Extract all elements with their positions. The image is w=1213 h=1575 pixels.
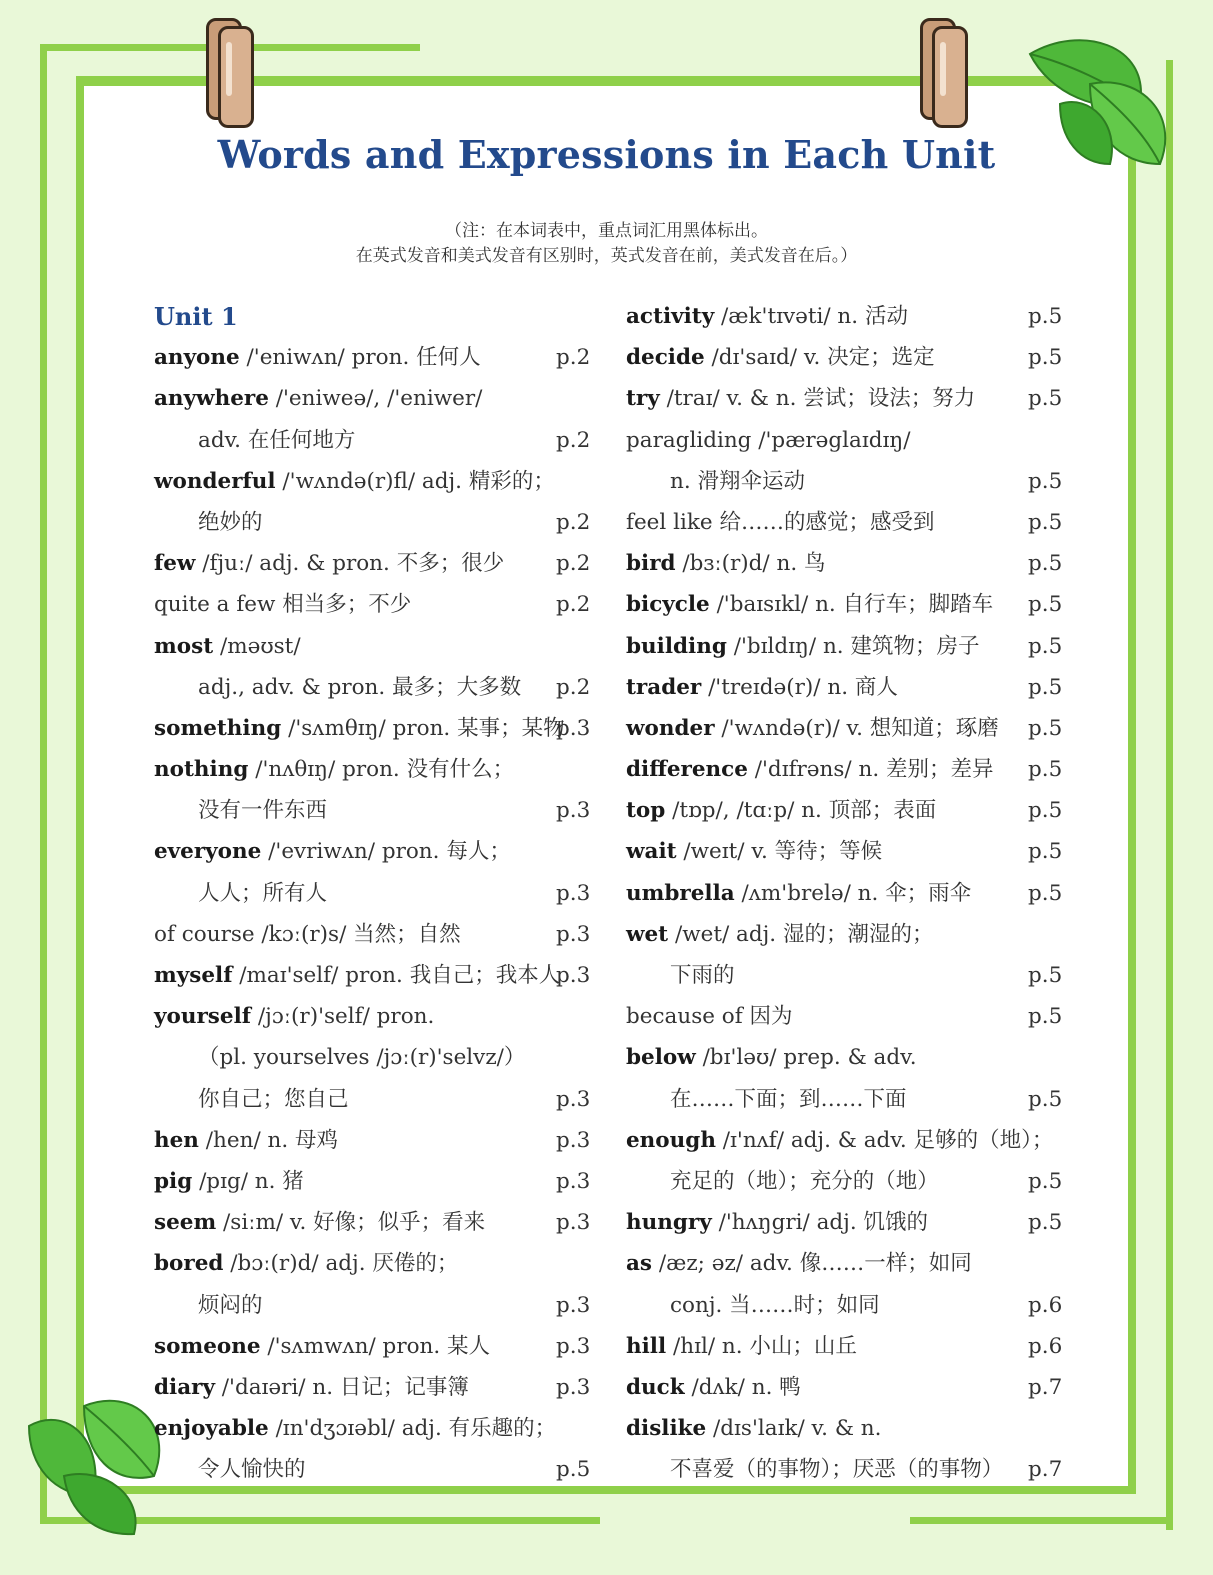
vocab-definition: 在……下面；到……下面 [670,1086,907,1112]
vocab-entry [154,543,590,584]
vocab-definition: /'sʌmwʌn/ pron. 某人 [260,1333,491,1359]
vocab-word: as [626,1251,653,1277]
vocab-definition: /pɪg/ n. 猪 [192,1168,304,1194]
paper-clip-left-icon [206,18,246,122]
vocab-definition: /bɪ'ləʊ/ prep. & adv. [695,1045,917,1071]
vocab-entry [626,626,1063,667]
page-reference: p.6 [1028,1292,1063,1318]
vocab-definition: /'daɪəri/ n. 日记；记事簿 [214,1374,469,1400]
page-reference: p.3 [556,1168,591,1194]
vocab-word: wonder [626,715,715,741]
note-line-1: （注：在本词表中，重点词汇用黑体标出。 [445,221,768,241]
page-reference: p.5 [1028,798,1063,824]
vocab-entry [626,1408,1060,1449]
vocab-definition: /weɪt/ v. 等待；等候 [676,839,883,865]
vocab-entry [154,296,590,337]
vocab-word: duck [626,1374,685,1400]
vocab-definition: /dɪ'saɪd/ v. 决定；选定 [704,345,935,371]
unit-heading: Unit 1 [154,302,238,331]
vocab-definition: /bɔː(r)d/ adj. 厌倦的； [223,1251,459,1277]
vocab-word: enjoyable [154,1416,269,1442]
vocab-entry [154,1202,590,1243]
vocab-definition: /'dɪfrəns/ n. 差别；差异 [747,757,994,783]
vocab-entry [626,1037,1060,1078]
vocab-definition: （pl. yourselves /jɔː(r)'selvz/） [198,1045,526,1071]
page-reference: p.5 [1028,963,1063,988]
vocab-definition: /'wʌndə(r)fl/ adj. 精彩的； [275,468,555,494]
vocab-word: someone [154,1333,261,1359]
vocab-word: pig [154,1168,193,1194]
vocab-word: wait [626,839,677,865]
page-reference: p.5 [1028,674,1063,700]
vocab-definition: conj. 当……时；如同 [670,1292,880,1318]
vocab-word: wonderful [154,468,276,494]
page-reference: p.5 [1028,386,1063,412]
vocab-entry [154,1449,590,1490]
vocab-definition: 令人愉快的 [198,1457,306,1483]
vocab-definition: /'bɪldɪŋ/ n. 建筑物；房子 [726,633,980,659]
vocab-word: activity [626,304,715,329]
vocab-definition: /'baɪsɪkl/ n. 自行车；脚踏车 [709,592,994,618]
vocab-entry [154,1243,590,1284]
vocab-entry [626,296,1063,337]
page-reference: p.5 [1028,1168,1063,1194]
vocab-entry [626,996,1063,1037]
vocab-word: umbrella [626,880,735,906]
vocab-entry [626,1367,1063,1408]
vocab-definition: feel like 给……的感觉；感受到 [626,509,935,535]
vocab-entry [154,1285,590,1326]
vocab-entry [154,584,590,625]
vocab-word: everyone [154,839,262,865]
vocab-definition: /fjuː/ adj. & pron. 不多；很少 [195,551,505,577]
page-reference: p.5 [1028,468,1063,494]
vocab-word: seem [154,1210,217,1236]
vocab-definition: n. 滑翔伞运动 [670,468,806,494]
vocab-entry [154,667,590,708]
vocab-word: nothing [154,757,249,783]
page-reference: p.2 [556,345,591,371]
page-reference: p.5 [1028,880,1063,906]
page-reference: p.5 [1028,345,1063,371]
vocab-entry [154,420,590,461]
vocab-word: top [626,798,666,824]
vocab-definition: 人人；所有人 [198,880,328,906]
vocab-entry [154,1037,590,1078]
vocab-entry [154,1161,590,1202]
vocab-definition: /'eniwʌn/ pron. 任何人 [239,345,481,371]
vocab-definition: /'eniweə/, /'eniwer/ [268,386,483,412]
page-reference: p.5 [1028,1004,1063,1030]
vocab-entry [154,1408,590,1449]
vocab-entry [626,955,1063,996]
vocab-entry [154,749,590,790]
vocab-word: anyone [154,345,240,371]
page-reference: p.7 [1028,1457,1063,1483]
page-reference: p.6 [1028,1333,1063,1359]
vocab-word: try [626,386,660,412]
vocab-entry [626,1079,1063,1120]
vocab-definition: /ɪn'dʒɔɪəbl/ adj. 有乐趣的； [268,1416,557,1442]
vocab-entry [154,831,590,872]
page-reference: p.3 [556,1374,591,1400]
vocab-entry [626,749,1063,790]
page-reference: p.3 [556,963,591,988]
vocab-definition: /'hʌŋgri/ adj. 饥饿的 [711,1210,928,1236]
vocab-definition: /'sʌmθɪŋ/ pron. 某事；某物 [281,715,565,741]
vocab-entry [154,708,590,749]
left-word-column [154,296,590,1490]
vocab-entry [154,955,590,996]
vocab-entry [626,708,1063,749]
page-reference: p.2 [556,674,591,700]
vocab-definition: /ɪ'nʌf/ adj. & adv. 足够的（地）； [715,1127,1054,1153]
page-reference: p.5 [1028,839,1063,865]
vocab-entry [626,667,1063,708]
page-reference: p.3 [556,880,591,906]
page-reference: p.5 [1028,304,1063,329]
vocab-word: hill [626,1333,667,1359]
page-reference: p.5 [1028,592,1063,618]
page-reference: p.5 [1028,715,1063,741]
vocab-word: difference [626,757,748,783]
page-reference: p.3 [556,921,591,947]
page-reference: p.3 [556,1292,591,1318]
vocab-entry [626,873,1063,914]
vocab-definition: /'wʌndə(r)/ v. 想知道；琢磨 [714,715,999,741]
page-reference: p.3 [556,715,591,741]
vocab-entry [154,996,590,1037]
vocab-entry [154,790,590,831]
vocab-definition: /'evriwʌn/ pron. 每人； [261,839,511,865]
vocab-entry [154,1079,590,1120]
vocab-definition: adv. 在任何地方 [198,427,356,453]
vocab-entry [626,831,1063,872]
vocab-definition: quite a few 相当多；不少 [154,592,412,618]
vocab-entry [626,790,1063,831]
vocab-entry [626,1120,1060,1161]
vocab-definition: /tɒp/, /tɑːp/ n. 顶部；表面 [665,798,937,824]
right-word-column [626,296,1063,1490]
vocab-definition: /traɪ/ v. & n. 尝试；设法；努力 [659,386,976,412]
vocab-entry [154,502,590,543]
vocab-definition: /siːm/ v. 好像；似乎；看来 [216,1210,486,1236]
vocab-word: wet [626,921,669,947]
page-reference: p.3 [556,798,591,824]
vocab-word: bored [154,1251,224,1277]
vocab-definition: /'treɪdə(r)/ n. 商人 [701,674,898,700]
vocab-entry [626,420,1060,461]
page-reference: p.2 [556,551,591,577]
page-reference: p.5 [1028,757,1063,783]
frame-left-line [40,44,47,1524]
vocab-definition: /maɪ'self/ pron. 我自己；我本人 [232,963,561,988]
vocab-entry [154,461,590,502]
vocab-definition: of course /kɔː(r)s/ 当然；自然 [154,921,461,947]
vocab-definition: paragliding /'pærəglaɪdɪŋ/ [626,427,911,453]
vocab-definition: /hen/ n. 母鸡 [198,1127,339,1153]
vocab-entry [626,502,1063,543]
paper-clip-right-icon [920,18,960,122]
vocab-entry [626,584,1063,625]
page-reference: p.3 [556,1086,591,1112]
vocab-word: building [626,633,727,659]
vocab-entry [626,914,1060,955]
vocab-definition: 你自己；您自己 [198,1086,349,1112]
vocab-word: bicycle [626,592,710,618]
page-reference: p.5 [1028,509,1063,535]
frame-right-line [1166,60,1173,1530]
vocab-entry [154,914,590,955]
vocab-word: decide [626,345,705,371]
vocab-word: hen [154,1127,199,1153]
vocab-entry [154,1367,590,1408]
page-reference: p.3 [556,1210,591,1236]
vocab-entry [626,461,1063,502]
vocab-definition: /dɪs'laɪk/ v. & n. [706,1416,882,1442]
note-line-2: 在英式发音和美式发音有区别时，英式发音在前，美式发音在后。） [355,246,858,266]
vocab-entry [154,873,590,914]
vocab-definition: /ʌm'brelə/ n. 伞；雨伞 [734,880,972,906]
vocab-entry [626,1243,1060,1284]
vocab-definition: /bɜː(r)d/ n. 鸟 [675,551,826,577]
vocab-word: enough [626,1127,716,1153]
vocab-entry [626,1161,1063,1202]
vocab-word: most [154,633,214,659]
vocab-definition: /æk'tɪvəti/ n. 活动 [714,304,908,329]
vocab-entry [626,543,1063,584]
vocab-word: something [154,715,282,741]
vocab-entry [626,1326,1063,1367]
vocab-definition: 绝妙的 [198,509,263,535]
vocab-definition: 不喜爱（的事物）；厌恶（的事物） [670,1457,1004,1483]
vocab-word: trader [626,674,702,700]
vocab-entry [626,1449,1063,1490]
vocab-entry [154,1326,590,1367]
vocab-entry [626,1285,1063,1326]
vocab-entry [626,378,1063,419]
frame-bottom-right-line [910,1517,1170,1524]
page-reference: p.5 [1028,1210,1063,1236]
vocab-word: bird [626,551,676,577]
page-title: Words and Expressions in Each Unit [217,132,996,177]
vocab-word: hungry [626,1210,712,1236]
vocab-definition: /'nʌθɪŋ/ pron. 没有什么； [248,757,515,783]
vocab-definition: /jɔː(r)'self/ pron. [251,1004,435,1030]
vocab-definition: /wet/ adj. 湿的；潮湿的； [668,921,934,947]
vocab-definition: /məʊst/ [213,633,301,659]
page-reference: p.2 [556,592,591,618]
vocab-entry [626,337,1063,378]
vocab-word: few [154,551,196,577]
page-reference: p.3 [556,1127,591,1153]
vocab-word: dislike [626,1416,707,1442]
vocab-definition: /dʌk/ n. 鸭 [684,1374,801,1400]
vocab-word: yourself [154,1004,251,1030]
vocab-word: myself [154,963,233,988]
vocab-definition: /hɪl/ n. 小山；山丘 [666,1333,857,1359]
vocab-word: below [626,1045,696,1071]
vocab-entry [154,337,590,378]
vocab-entry [626,1202,1063,1243]
page-reference: p.2 [556,509,591,535]
page-reference: p.7 [1028,1374,1063,1400]
page-reference: p.5 [1028,1086,1063,1112]
page-reference: p.5 [1028,551,1063,577]
page-reference: p.5 [1028,633,1063,659]
page-reference: p.3 [556,1333,591,1359]
vocab-definition: 充足的（地）；充分的（地） [670,1168,939,1194]
vocab-definition: 没有一件东西 [198,798,328,824]
page-reference: p.5 [556,1457,591,1483]
vocab-definition: because of 因为 [626,1004,793,1030]
vocab-word: anywhere [154,386,269,412]
vocab-entry [154,626,590,667]
vocab-word: diary [154,1374,215,1400]
vocab-definition: /æz; əz/ adv. 像……一样；如同 [652,1251,972,1277]
vocab-definition: adj., adv. & pron. 最多；大多数 [198,674,522,700]
vocab-definition: 下雨的 [670,963,735,988]
vocab-definition: 烦闷的 [198,1292,263,1318]
vocab-entry [154,378,590,419]
vocab-entry [154,1120,590,1161]
page-reference: p.2 [556,427,591,453]
